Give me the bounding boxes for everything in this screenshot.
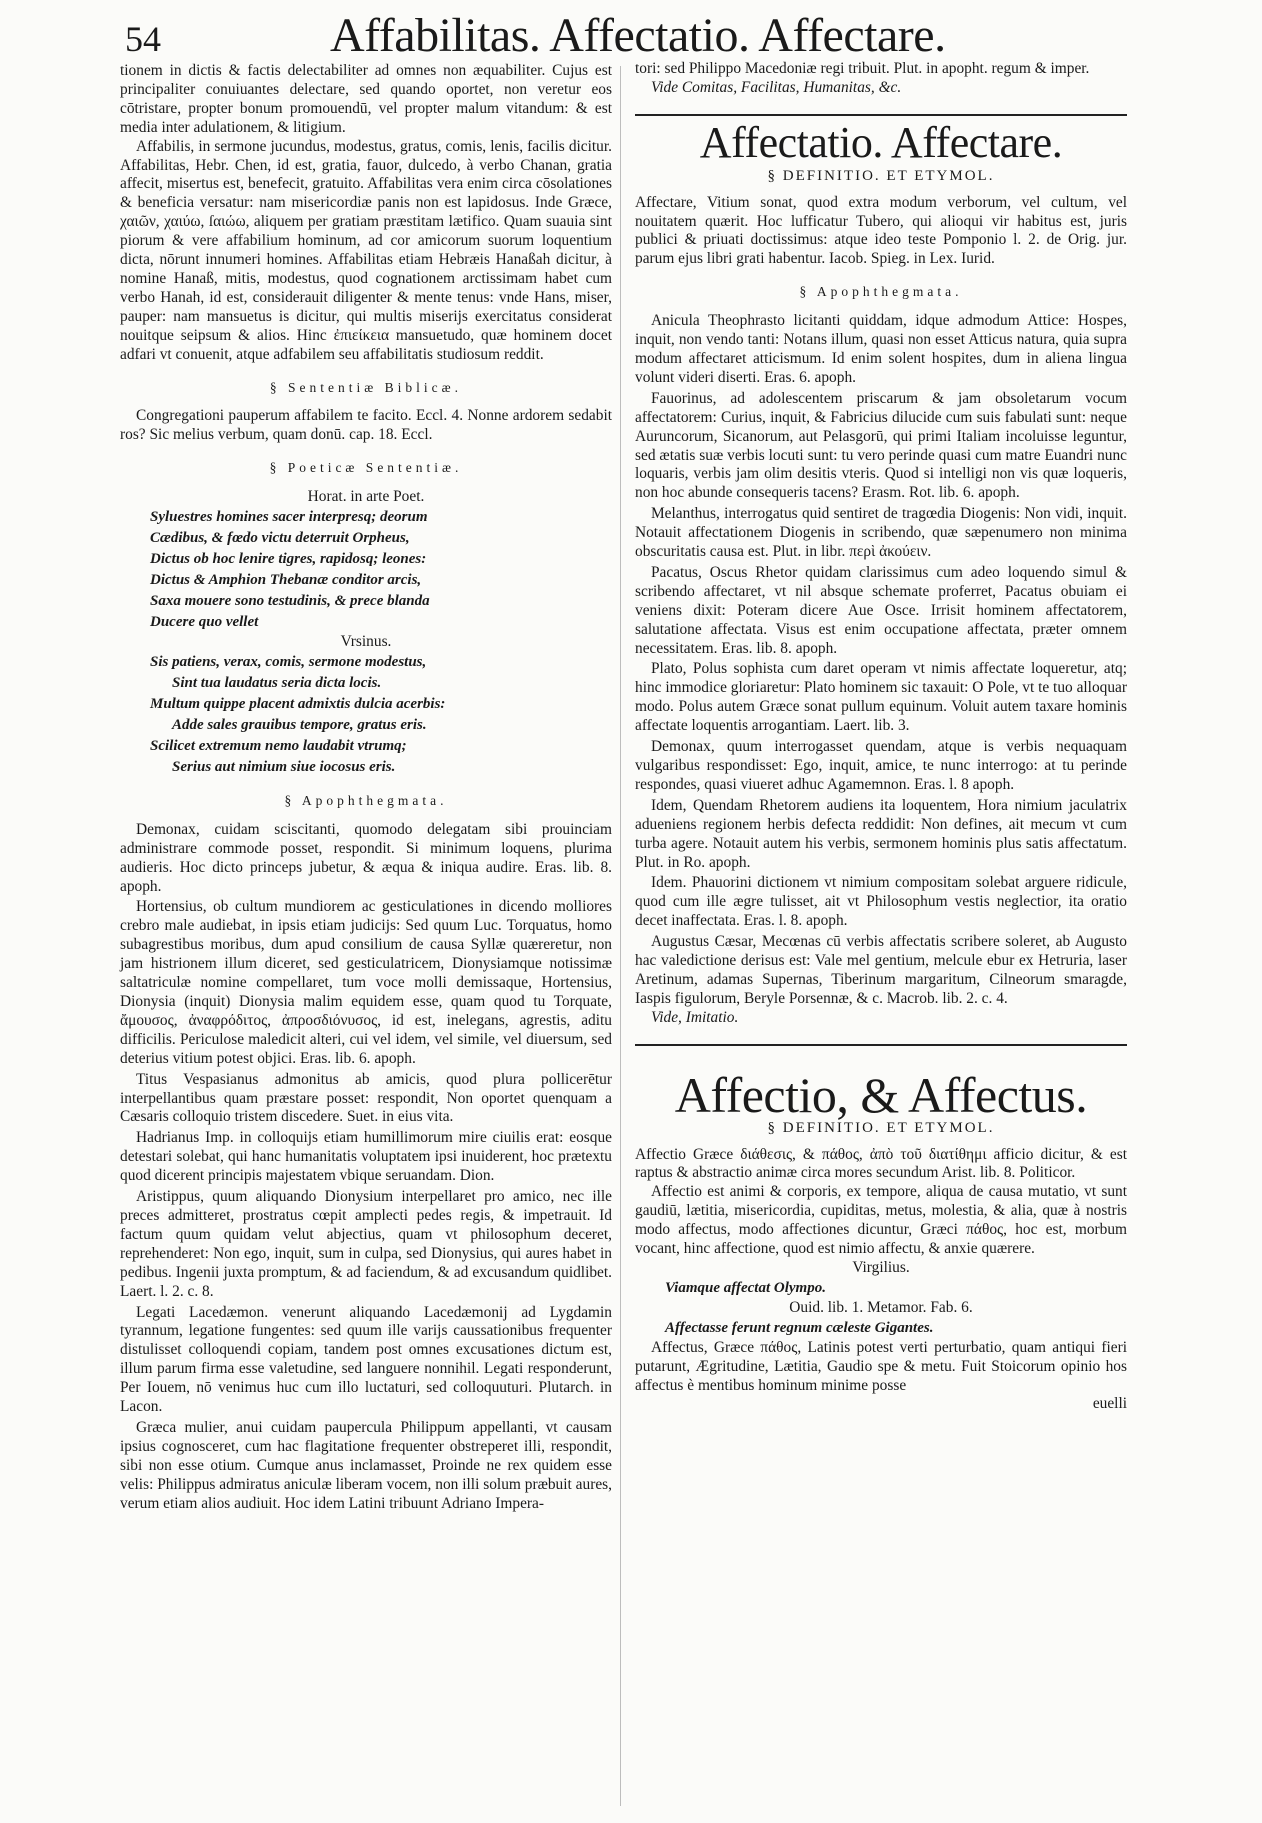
entry-title-affectatio: Affectatio. Affectare. <box>699 117 1063 167</box>
apophthegm: Hadrianus Imp. in colloquijs etiam humillimorum mire ciuilis erat: eosque detestari solebat, qui hanc humanitatis voluptatem ipsi inuiderent, hoc prætextu quod dicerent principis majestatem vbique seruandam. Dion. <box>120 1129 612 1185</box>
page-header <box>125 8 1145 62</box>
apophthegm: Idem. Phauorini dictionem vt nimium compositam solebat arguere ridicule, quod cum ille ægre tulisset, ait vt Philosophum vestis neglectior, ita oratio decet inaffectata. Eras. l. 8. apoph. <box>635 874 1127 930</box>
paragraph: Affectio est animi & corporis, ex tempore, aliqua de causa mutatio, vt sunt gaudiū, lætitia, misericordia, cupiditas, metus, molestia, & alia, quæ à nostris modo affectus, modo affectiones dicuntur, Græci πάθος, hoc est, morbum vocant, hinc affectione, quod est nimio affectu, & anxie quærere. <box>635 1183 1127 1258</box>
poem-line: Saxa mouere sono testudinis, & prece blanda <box>150 593 430 610</box>
catchword: euelli <box>1092 1395 1127 1413</box>
paragraph: Affabilis, in sermone jucundus, modestus, gratus, comis, lenis, facilis dicitur. Affabilitas, Hebr. Chen, id est, gratia, fauor, dulcedo, à verbo Chanan, gratia affecit, misertus est, benefecit, gratuito. Affabilitas vera enim circa cōsolationes & beneficia versatur: nam misericordiæ panis non est lapidosus. Inde Græce, χαιῶν, χαιύω, ſαιώω, aliquem per gratiam præstitam lætifico. Quam suauia sint piorum & vere affabilium hominum, ad cor amicorum suorum loquentium dicta, nōrunt innumeri homines. Affabilitas etiam Hebræis Hanaßah dicitur, à nomine Hanaß, mitis, modestus, quod cognationem arctissimam habet cum verbo Hanah, id est, considerauit diligenter & mente tenus: vnde Hans, miser, pauper: nam mansuetus is dicitur, qui multis miserijs exercitatus considerat nouitque seipsum & alios. Hinc ἐπιείκεια mansuetudo, quæ hominem docet adfari vt conuenit, atque adfabilem seu affabilitatis studiosum reddit. <box>120 137 612 363</box>
section-heading-biblical: § Sententiæ Biblicæ. <box>269 379 463 395</box>
apophthegm: Demonax, quum interrogasset quendam, atque is verbis nequaquam vulgaribus respondisset: Ego, inquit, amice, te nunc interrogo: at tu perinde respondes, quasi viueret adhuc Agamemnon. Eras. l. 8 apoph. <box>635 738 1127 793</box>
definition-heading: § DEFINITIO. ET ETYMOL. <box>767 167 995 184</box>
apophthegm: Plato, Polus sophista cum daret operam vt nimis affectate loqueretur, atq; hinc immodice gloriaretur: Plato hominem sic taxauit: O Pole, vt te tuo alloquar modo. Polus autem Græce sonat pullum equinum. Voluit autem taxare hominis affectate loquentis arrogantiam. Laert. lib. 3. <box>635 660 1127 735</box>
poem-line: Adde sales grauibus tempore, gratus eris. <box>172 716 427 733</box>
definition: Affectare, Vitium sonat, quod extra modum verborum, vel cultum, vel nouitatem quærit. Hoc lufficatur Tubero, qui alioqui vir habitus est, juris publici & priuati doctissimus: atque ideo teste Pomponio l. 2. de Orig. jur. parum ejus libri grati habentur. Iacob. Spieg. in Lex. Iurid. <box>635 193 1127 268</box>
section-heading-apophthegmata: § Apophthegmata. <box>284 792 448 808</box>
poem-source: Horat. in arte Poet. <box>307 488 425 506</box>
cross-reference: Vide Comitas, Facilitas, Humanitas, &c. <box>651 78 902 96</box>
apophthegm: Legati Lacedæmon. venerunt aliquando Lacedæmonij ad Lygdamin tyrannum, legatione fungentes: sed quum ille varijs caussationibus frequenter distulisset colloquendi copiam, tandem post omnes excusationes dictum est, illum parum firma esse valetudine, sed languere nonnihil. Legati responderunt, Per Iouem, nō venimus huc cum illo luctaturi, sed colloquuturi. Plutarch. in Lacon. <box>120 1303 612 1416</box>
apophthegm: Anicula Theophrasto licitanti quiddam, idque admodum Attice: Hospes, inquit, non vendo tanti: Notans illum, quasi non esset Atticus natura, quia supra modum affectaret atticismum. Id enim solent hospites, dum in aliena lingua volunt videri diserti. Eras. 6. apoph. <box>635 312 1127 386</box>
verse-quote: Viamque affectat Olympo. <box>665 1279 826 1296</box>
entry-title-affectio: Affectio, & Affectus. <box>674 1066 1088 1123</box>
definition-heading: § DEFINITIO. ET ETYMOL. <box>767 1119 995 1136</box>
poem-line: Serius aut nimium siue iocosus eris. <box>172 758 396 775</box>
poem-line: Dictus ob hoc lenire tigres, rapidosq; leones: <box>150 551 427 568</box>
poem-line: Sis patiens, verax, comis, sermone modestus, <box>150 653 427 670</box>
apophthegm: Græca mulier, anui cuidam paupercula Philippum appellanti, vt causam ipsius cognosceret, cum hac flagitatione frequenter obstreperet illi, respondit, sibi non esse otium. Cumque anus inclamasset, Proinde ne rex quidem esse velis: Philippus admiratus aniculæ liberam vocem, non illi solum præbuit aures, verum etiam alios audiuit. Hoc idem Latini tribuunt Adriano Impera- <box>120 1418 612 1512</box>
apophthegm: Titus Vespasianus admonitus ab amicis, quod plura pollicerētur interpellantibus quam præstare posset: respondit, Non oportet quenquam a Cæsaris colloquio tristem discedere. Suet. in eius vita. <box>120 1070 612 1126</box>
running-title: Affabilitas. Affectatio. Affectare. <box>330 9 946 62</box>
section-heading-apophthegmata: § Apophthegmata. <box>799 284 963 300</box>
poem-horace <box>150 507 612 633</box>
right-column <box>635 60 1127 1414</box>
left-column <box>120 62 612 1513</box>
cross-reference: Vide, Imitatio. <box>651 1008 739 1026</box>
poem-line: Cædibus, & fœdo victu deterruit Orpheus, <box>150 530 410 547</box>
apophthegm: Augustus Cæsar, Mecœnas cū verbis affectatis scribere soleret, ab Augusto hac valedictione derisus est: Vale mel gentium, melcule ebur ex Hetruria, laser Aretinum, adamas Supernas, Tiberinum margaritum, Cilneorum smaragde, Iaspis figulorum, Beryle Porsennæ, & c. Macrob. lib. 2. c. 4. <box>635 933 1127 1007</box>
section-rule <box>635 114 1127 116</box>
definition: Affectio Græce διάθεσις, & πάθος, ἀπὸ τοῦ διατίθημι afficio dicitur, & est raptus & abstractio animæ circa mores secundum Arist. lib. 8. Politicor. <box>635 1145 1127 1182</box>
column-divider <box>620 66 621 1806</box>
apophthegm: Pacatus, Oscus Rhetor quidam clarissimus cum adeo loquendo simul & scribendo affectaret, vt nil absque schemate proferret, Pacatus obuiam ei veniens dixit: Poteram dicere Aue Osce. Irrisit hominem affectatorem, salutatione affectata. Visus est enim occupatione affectata, præter omnem necessitatem. Eras. lib. 8. apoph. <box>635 563 1127 657</box>
poem-line: Multum quippe placent admixtis dulcia acerbis: <box>150 695 446 712</box>
verse-quote: Affectasse ferunt regnum cæleste Gigantes. <box>665 1319 934 1336</box>
apophthegm: Melanthus, interrogatus quid sentiret de tragœdia Diogenis: Non vidi, inquit. Notauit affectationem Diogenis in scribendo, quæ sæpenumero non minima obscuritatis causa est. Plut. in libr. περὶ ἀκούειν. <box>635 505 1127 561</box>
apophthegm: Hortensius, ob cultum mundiorem ac gesticulationes in dicendo molliores crebro male audiebat, in ipsis etiam judicijs: Sed quum Luc. Torquatus, homo subagrestibus moribus, dum apud consilium de causa Syllæ quæreretur, non jam histrionem illum diceret, sed gesticulatricem, Dionysiamque notissimæ saltatriculæ nomine compellaret, tum voce molli demissaque, Hortensius, Dionysia (inquit) Dionysia malim equidem esse, quam quod tu Torquate, ἄμουσος, ἀναφρόδιτος, ἀπροσδιόνυσος, id est, inelegans, agrestis, aditu difficilis. Periculose maledicit alteri, cui vel idem, vel simile, vel diuersum, sed deterius vitium potest objici. Eras. lib. 6. apoph. <box>120 898 612 1067</box>
apophthegm: Aristippus, quum aliquando Dionysium interpellaret pro amico, nec ille preces admitteret, prostratus cœpit amplecti pedes regis, & impetrauit. Id factum quum quidam velut abjectius, quam vt philosophum deceret, reprehenderet: Non ego, inquit, sum in culpa, sed Dionysius, qui aures habet in pedibus. Ingenii juxta promptum, & ad faciendum, & ad excusandum quidlibet. Laert. l. 2. c. 8. <box>120 1188 612 1300</box>
section-heading-poetic: § Poeticæ Sententiæ. <box>269 460 463 476</box>
page-number: 54 <box>125 19 161 59</box>
biblical-sentence: Congregationi pauperum affabilem te facito. Eccl. 4. Nonne ardorem sedabit ros? Sic melius verbum, quam donū. cap. 18. Eccl. <box>120 407 612 444</box>
apophthegm: Fauorinus, ad adolescentem priscarum & jam obsoletarum vocum affectatorem: Curius, inquit, & Fabricius dilucide cum suis fabulati sunt: neque Auruncorum, Sicanorum, aut Pelasgorū, qui primi Italiam incoluisse leguntur, sed ætatis suæ verbis locuti sunt: tu vero perinde quasi cum matre Euandri nunc loquaris, verbis jam olim desitis vteris. Quod si intelligi non vis quæ loqueris, non hoc abunde consequeris tacens? Erasm. Rot. lib. 6. apoph. <box>635 389 1127 502</box>
section-rule <box>635 1044 1127 1046</box>
apophthegm: Demonax, cuidam sciscitanti, quomodo delegatam sibi prouinciam administrare commode posset, respondit. Si minimum loquens, plurima audieris. Hoc dicto princeps jubetur, & æqua & iniqua audire. Eras. lib. 8. apoph. <box>120 820 612 895</box>
poem-line: Scilicet extremum nemo laudabit vtrumq; <box>150 737 407 754</box>
poem-line: Sint tua laudatus seria dicta locis. <box>172 674 382 691</box>
apophthegm: Idem, Quendam Rhetorem audiens ita loquentem, Hora nimium jaculatrix adueniens regionem herbis defecta reddidit: Non defines, ait mecum vt cum turba agere. Notauit autem his verbis, sermonem hominis plus satis affectatum. Plut. in Ro. apoph. <box>635 796 1127 871</box>
poem-source: Virgilius. <box>852 1258 910 1276</box>
poem-line: Dictus & Amphion Thebanæ conditor arcis, <box>150 572 422 589</box>
paragraph: Affectus, Græce πάθος, Latinis potest verti perturbatio, quam antiqui fieri putarunt, Ægritudine, Lætitia, Gaudio spe & metu. Fuit Stoicorum opinio hos affectus è mentibus hominum minime posse <box>635 1338 1127 1394</box>
paragraph: tionem in dictis & factis delectabiliter ad omnes non æquabiliter. Cujus est principaliter conuiuantes delectare, sed quando oportet, non veretur eos cōtristare, propter bonum promouendū, vel propter malum vitandum: & est media inter adulationem, & litigium. <box>120 62 612 136</box>
poem-line: Ducere quo vellet <box>150 614 259 631</box>
poem-line: Syluestres homines sacer interpresq; deorum <box>150 509 428 526</box>
poem-source: Vrsinus. <box>340 633 392 651</box>
paragraph: tori: sed Philippo Macedoniæ regi tribuit. Plut. in apopht. regum & imper. <box>635 60 1090 77</box>
poem-source: Ouid. lib. 1. Metamor. Fab. 6. <box>789 1298 973 1316</box>
poem-ursinus <box>150 652 612 778</box>
